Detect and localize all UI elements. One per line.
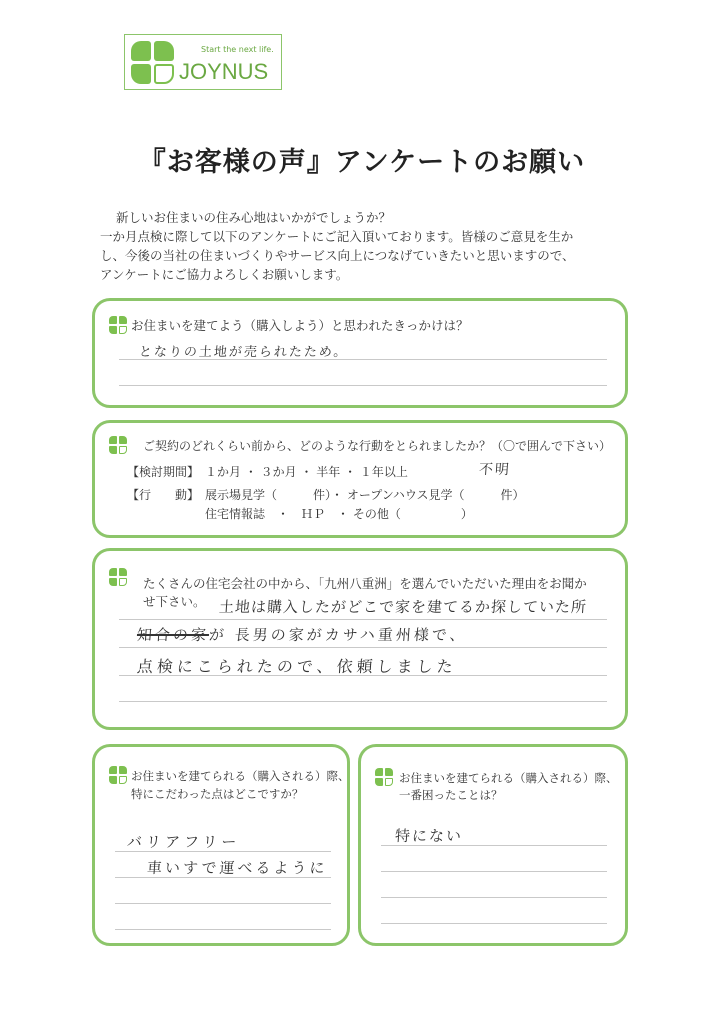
logo-tagline: Start the next life. xyxy=(201,45,274,54)
question-trigger: お住まいを建てよう（購入しよう）と思われたきっかけは？ xyxy=(131,318,469,333)
struck-text: 知合の家 xyxy=(136,626,210,644)
answer-line xyxy=(381,845,607,846)
page-title: 『お客様の声』アンケートのお願い xyxy=(138,147,586,178)
joynus-logo xyxy=(124,34,282,90)
answer-line xyxy=(381,923,607,924)
intro-line-4: アンケートにご協力よろしくお願いします。 xyxy=(100,267,349,282)
answer-line xyxy=(381,897,607,898)
logo-brand: JOYNUS xyxy=(179,59,269,84)
question-reason-line-2: せ下さい。 xyxy=(143,594,206,609)
question-reason-line-1: たくさんの住宅会社の中から、「九州八重洲」を選んでいただいた理由をお聞か xyxy=(143,576,587,591)
period-label: 【検討期間】 xyxy=(127,465,200,479)
answer-line xyxy=(119,701,607,702)
answer-line xyxy=(119,675,607,676)
answer-reason-line-1: 土地は購入したがどこで家を建てるか探していた所 xyxy=(218,598,588,616)
clover-icon xyxy=(109,436,127,454)
question-timeline: ご契約のどれくらい前から、どのような行動をとられましたか？（〇で囲んで下さい） xyxy=(143,439,612,453)
question-box-reason xyxy=(92,548,628,730)
period-answer: 不明 xyxy=(478,462,512,478)
clover-icon xyxy=(109,568,127,586)
answer-line xyxy=(119,647,607,648)
intro-line-1: 新しいお住まいの住み心地はいかがでしょうか？ xyxy=(116,210,392,225)
clover-icon xyxy=(109,316,127,334)
action-options-2: 住宅情報誌 ・ ＨＰ ・ その他（ ） xyxy=(205,507,473,521)
intro-text xyxy=(100,208,640,284)
question-box-trigger xyxy=(92,298,628,408)
answer-focus-line-1: バリアフリー xyxy=(126,833,242,851)
period-options: １か月 ・ ３か月 ・ 半年 ・ １年以上 xyxy=(205,465,408,479)
answer-line xyxy=(119,385,607,386)
answer-reason-line-2-text: が 長男の家がカサハ重州様で、 xyxy=(208,626,469,644)
answer-focus-line-2: 車いすで運べるように xyxy=(146,859,329,877)
answer-trouble-line-1: 特にない xyxy=(394,827,464,845)
answer-line xyxy=(115,851,331,852)
question-trouble-line-2: 一番困ったことは？ xyxy=(399,788,503,802)
answer-trigger: となりの土地が売られたため。 xyxy=(138,345,349,360)
answer-line xyxy=(119,619,607,620)
question-box-timeline xyxy=(92,420,628,538)
answer-line xyxy=(381,871,607,872)
answer-line xyxy=(115,929,331,930)
clover-logo-icon xyxy=(131,41,175,85)
question-box-focus xyxy=(92,744,350,946)
action-label: 【行 動】 xyxy=(127,488,200,502)
answer-line xyxy=(115,877,331,878)
question-focus-line-2: 特にこだわった点はどこですか？ xyxy=(131,787,304,801)
answer-reason-line-3: 点検にこられたので、依頼しました xyxy=(136,657,458,676)
clover-icon xyxy=(109,766,127,784)
intro-line-3: し、今後の当社の住まいづくりやサービス向上につなげていきたいと思いますので、 xyxy=(100,248,575,263)
answer-line xyxy=(119,359,607,360)
question-box-trouble xyxy=(358,744,628,946)
intro-line-2: 一か月点検に際して以下のアンケートにご記入頂いております。皆様のご意見を生か xyxy=(100,229,574,244)
answer-line xyxy=(115,903,331,904)
action-options-1: 展示場見学（ 件）・ オープンハウス見学（ 件） xyxy=(205,488,525,502)
clover-icon xyxy=(375,768,393,786)
question-focus-line-1: お住まいを建てられる（購入される）際、 xyxy=(131,769,350,783)
answer-reason-line-2 xyxy=(136,624,468,645)
question-trouble-line-1: お住まいを建てられる（購入される）際、 xyxy=(399,771,618,785)
